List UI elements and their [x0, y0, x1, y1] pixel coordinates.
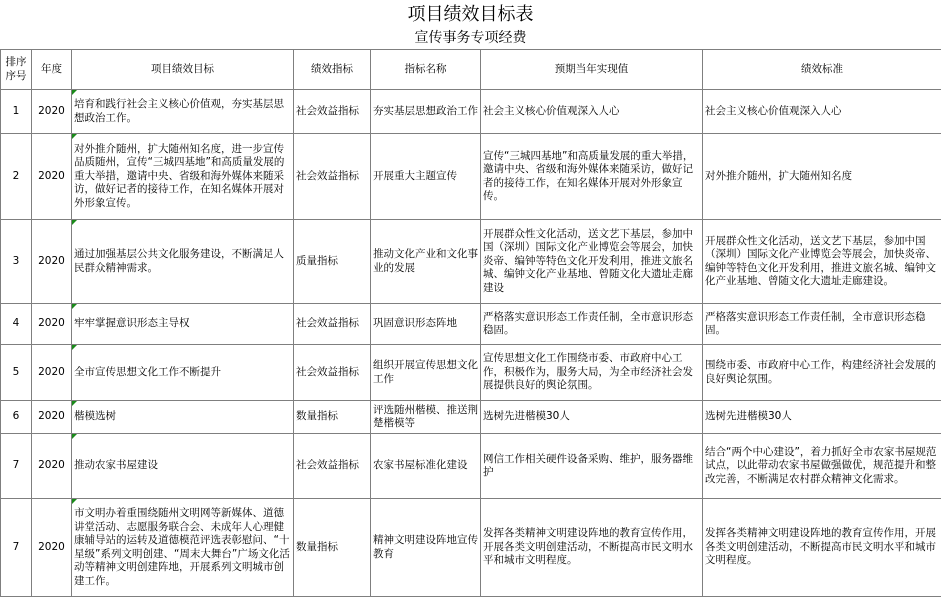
cell-goal: 通过加强基层公共文化服务建设，不断满足人民群众精神需求。 [72, 220, 294, 304]
cell-indicator-name: 精神文明建设阵地宣传教育 [371, 499, 481, 597]
cell-goal: 对外推介随州，扩大随州知名度，进一步宣传品质随州，宣传“三城四基地”和高质量发展的重大举措，邀请中央、省级和海外媒体来随采访，做好记者的接待工作，在知名媒体开展对外形象宣传。 [72, 134, 294, 220]
cell-goal: 牢牢掌握意识形态主导权 [72, 304, 294, 345]
cell-goal: 楷模选树 [72, 401, 294, 434]
table-row [1, 434, 941, 499]
cell-standard: 社会主义核心价值观深入人心 [703, 90, 941, 134]
cell-goal: 培育和践行社会主义核心价值观，夯实基层思想政治工作。 [72, 90, 294, 134]
cell-year: 2020 [32, 434, 72, 499]
header-expected-value: 预期当年实现值 [481, 50, 703, 90]
cell-index: 7 [1, 499, 32, 597]
cell-indicator: 社会效益指标 [294, 304, 371, 345]
cell-indicator: 数量指标 [294, 499, 371, 597]
cell-indicator-name: 组织开展宣传思想文化工作 [371, 345, 481, 401]
cell-indicator: 社会效益指标 [294, 345, 371, 401]
cell-indicator-name: 夯实基层思想政治工作 [371, 90, 481, 134]
cell-expected-value: 宣传“三城四基地”和高质量发展的重大举措，邀请中央、省级和海外媒体来随采访，做好记者的接待工作，在知名媒体开展对外形象宣传。 [481, 134, 703, 220]
cell-index: 6 [1, 401, 32, 434]
cell-year: 2020 [32, 499, 72, 597]
header-goal: 项目绩效目标 [72, 50, 294, 90]
cell-indicator: 社会效益指标 [294, 134, 371, 220]
cell-index: 5 [1, 345, 32, 401]
cell-indicator: 社会效益指标 [294, 434, 371, 499]
cell-index: 4 [1, 304, 32, 345]
table-row [1, 345, 941, 401]
header-indicator-name: 指标名称 [371, 50, 481, 90]
cell-expected-value: 发挥各类精神文明建设阵地的教育宣传作用，开展各类文明创建活动，不断提高市民文明水平和城市文明程度。 [481, 499, 703, 597]
header-indicator: 绩效指标 [294, 50, 371, 90]
cell-index: 7 [1, 434, 32, 499]
header-year: 年度 [32, 50, 72, 90]
cell-expected-value: 开展群众性文化活动，送文艺下基层，参加中国（深圳）国际文化产业博览会等展会，加快炎帝、编钟等特色文化开发利用，推进文旅名城、编钟文化产业基地、曾随文化大遗址走廊建设 [481, 220, 703, 304]
cell-expected-value: 选树先进楷模30人 [481, 401, 703, 434]
table-row [1, 220, 941, 304]
performance-goal-table [0, 49, 941, 597]
table-header-row [1, 50, 941, 90]
cell-standard: 对外推介随州，扩大随州知名度 [703, 134, 941, 220]
cell-expected-value: 网信工作相关硬件设备采购、维护，服务器维护 [481, 434, 703, 499]
cell-standard: 发挥各类精神文明建设阵地的教育宣传作用，开展各类文明创建活动，不断提高市民文明水平和城市文明程度。 [703, 499, 941, 597]
table-row [1, 304, 941, 345]
cell-year: 2020 [32, 134, 72, 220]
cell-standard: 结合“两个中心建设”，着力抓好全市农家书屋规范试点，以此带动农家书屋做强做优，规范提升和整改完善，不断满足农村群众精神文化需求。 [703, 434, 941, 499]
cell-year: 2020 [32, 345, 72, 401]
cell-indicator-name: 开展重大主题宣传 [371, 134, 481, 220]
cell-expected-value: 社会主义核心价值观深入人心 [481, 90, 703, 134]
cell-standard: 选树先进楷模30人 [703, 401, 941, 434]
cell-index: 2 [1, 134, 32, 220]
cell-year: 2020 [32, 401, 72, 434]
table-row [1, 134, 941, 220]
cell-indicator-name: 农家书屋标准化建设 [371, 434, 481, 499]
cell-expected-value: 严格落实意识形态工作责任制，全市意识形态稳固。 [481, 304, 703, 345]
header-index: 排序序号 [1, 50, 32, 90]
cell-year: 2020 [32, 304, 72, 345]
cell-year: 2020 [32, 90, 72, 134]
cell-indicator-name: 巩固意识形态阵地 [371, 304, 481, 345]
cell-indicator: 社会效益指标 [294, 90, 371, 134]
cell-goal: 全市宣传思想文化工作不断提升 [72, 345, 294, 401]
table-row [1, 499, 941, 597]
cell-expected-value: 宣传思想文化工作围绕市委、市政府中心工作，积极作为，服务大局，为全市经济社会发展提供良好的舆论氛围。 [481, 345, 703, 401]
page-subtitle: 宣传事务专项经费 [0, 28, 941, 48]
cell-indicator-name: 评选随州楷模、推送荆楚楷模等 [371, 401, 481, 434]
cell-indicator-name: 推动文化产业和文化事业的发展 [371, 220, 481, 304]
cell-standard: 开展群众性文化活动，送文艺下基层，参加中国（深圳）国际文化产业博览会等展会，加快炎帝、编钟等特色文化开发利用，推进文旅名城、编钟文化产业基地、曾随文化大遗址走廊建设。 [703, 220, 941, 304]
header-standard: 绩效标准 [703, 50, 941, 90]
cell-standard: 严格落实意识形态工作责任制，全市意识形态稳固。 [703, 304, 941, 345]
cell-indicator: 数量指标 [294, 401, 371, 434]
cell-goal: 市文明办着重围绕随州文明网等新媒体、道德讲堂活动、志愿服务联合会、未成年人心理健康辅导站的运转及道德模范评选表彰慰问、“十星级”系列文明创建、“周末大舞台”广场文化活动等精神文明创建阵地，开展系列文明城市创建工作。 [72, 499, 294, 597]
table-row [1, 90, 941, 134]
page-title: 项目绩效目标表 [0, 3, 941, 27]
cell-standard: 围绕市委、市政府中心工作，构建经济社会发展的良好舆论氛围。 [703, 345, 941, 401]
cell-year: 2020 [32, 220, 72, 304]
cell-index: 3 [1, 220, 32, 304]
cell-indicator: 质量指标 [294, 220, 371, 304]
cell-goal: 推动农家书屋建设 [72, 434, 294, 499]
table-row [1, 401, 941, 434]
cell-index: 1 [1, 90, 32, 134]
